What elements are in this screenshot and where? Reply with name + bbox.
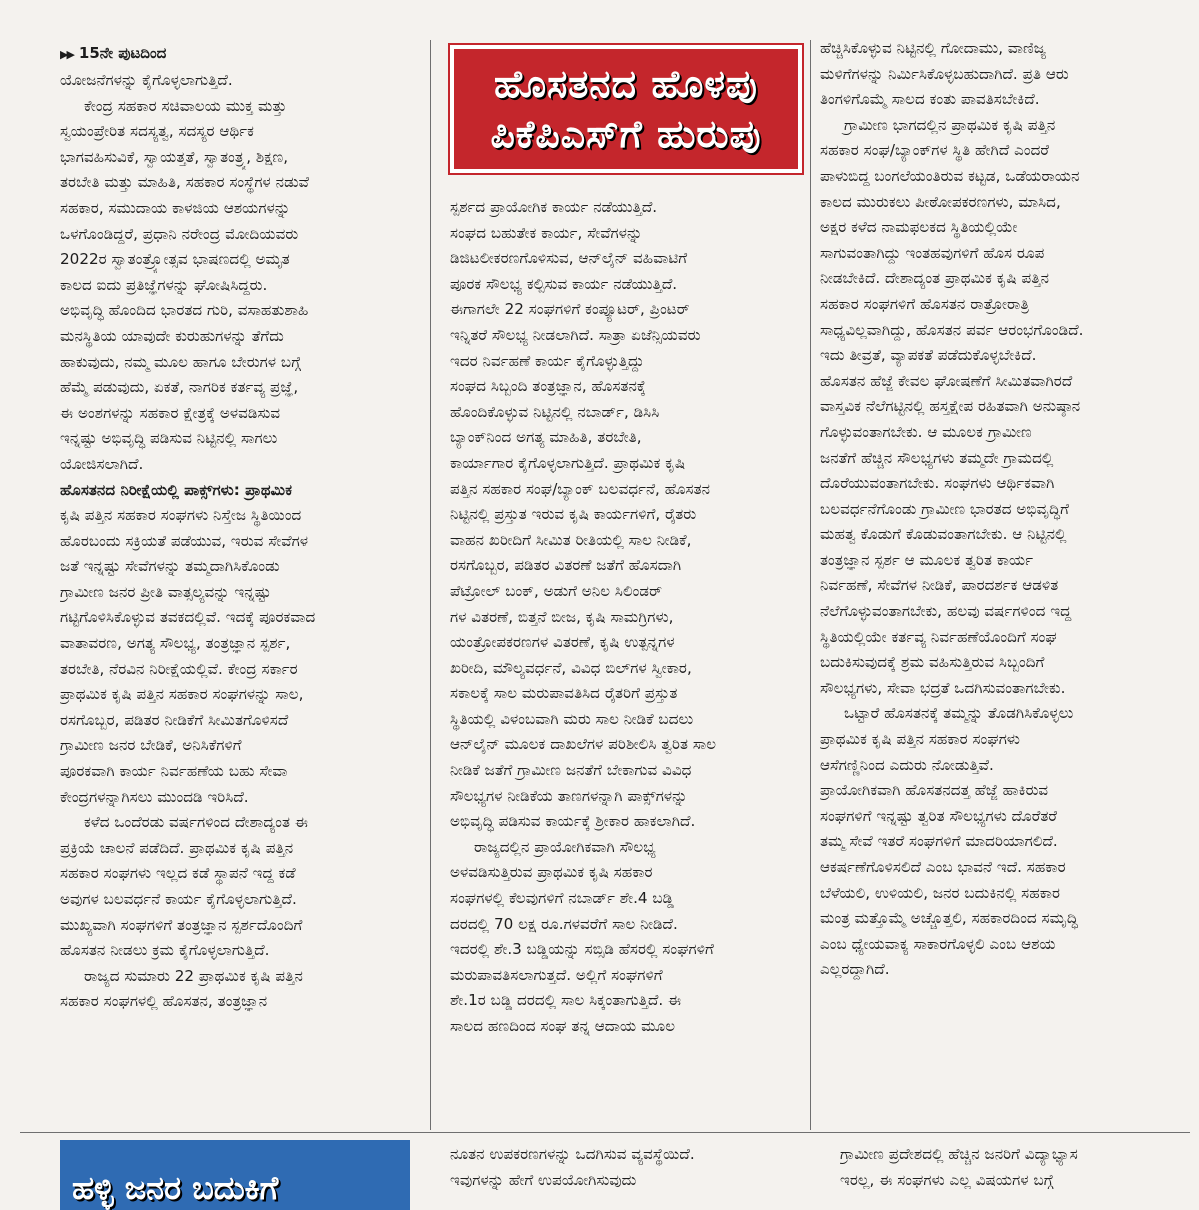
text-line: ಮುಖ್ಯವಾಗಿ ಸಂಘಗಳಿಗೆ ತಂತ್ರಜ್ಞಾನ ಸ್ಪರ್ಶದೊಂದಿಗೆ [60, 915, 303, 934]
text-line: ಗಟ್ಟಿಗೊಳಿಸಿಕೊಳ್ಳುವ ತವಕದಲ್ಲಿವೆ. ಇದಕ್ಕೆ ಪೂರಕವಾದ [60, 608, 316, 627]
text-line: ಶೇ.1ರ ಬಡ್ಡಿ ದರದಲ್ಲಿ ಸಾಲ ಸಿಕ್ಕಂತಾಗುತ್ತಿದೆ. ಈ [450, 991, 682, 1010]
text-line: ತಿಂಗಳಿಗೊಮ್ಮೆ ಸಾಲದ ಕಂತು ಪಾವತಿಸಬೇಕಿದೆ. [820, 90, 1040, 109]
text-line: ಸ್ಥಿತಿಯಲ್ಲಿ ವಿಳಂಬವಾಗಿ ಮರು ಸಾಲ ನೀಡಿಕೆ ಬದಲು [450, 709, 694, 728]
text-line: ನೀಡಿಕೆ ಜತೆಗೆ ಗ್ರಾಮೀಣ ಜನತೆಗೆ ಬೇಕಾಗುವ ವಿವಿಧ [450, 761, 692, 780]
text-line: ಸೌಲಭ್ಯಗಳು, ಸೇವಾ ಭದ್ರತೆ ಒದಗಿಸುವಂತಾಗಬೇಕು. [820, 678, 1066, 697]
text-line: ನೆಲೆಗೊಳ್ಳುವಂತಾಗಬೇಕು, ಹಲವು ವರ್ಷಗಳಿಂದ ಇದ್ದ [820, 602, 1072, 621]
next-article-column-2 [450, 1141, 800, 1193]
text-line: ಕಾರ್ಯಾಗಾರ ಕೈಗೊಳ್ಳಲಾಗುತ್ತಿದೆ. ಪ್ರಾಥಮಿಕ ಕೃಷಿ [450, 453, 686, 472]
text-line: ಸಹಕಾರ ಸಂಘಗಳು ಇಲ್ಲದ ಕಡೆ ಸ್ಥಾಪನೆ ಇದ್ದ ಕಡೆ [60, 864, 296, 883]
text-line: ನಿಟ್ಟಿನಲ್ಲಿ ಪ್ರಸ್ತುತ ಇರುವ ಕೃಷಿ ಕಾರ್ಯಗಳಿಗೆ, ರೈತರು [450, 505, 697, 524]
text-line: ಗ್ರಾಮೀಣ ಜನರ ಪ್ರೀತಿ ವಾತ್ಸಲ್ಯವನ್ನು ಇನ್ನಷ್ಟು [60, 582, 271, 601]
text-line: ಕಾಲದ ಮುರುಕಲು ಪೀಠೋಪಕರಣಗಳು, ಮಾಸಿದ, [820, 192, 1061, 211]
text-line: ಭಾಗವಹಿಸುವಿಕೆ, ಸ್ವಾಯತ್ತತೆ, ಸ್ವಾತಂತ್ರ್ಯ, ಶಿಕ್ಷಣ, [60, 147, 289, 166]
text-line: ಸಂಘದ ಸಿಬ್ಬಂದಿ ತಂತ್ರಜ್ಞಾನ, ಹೊಸತನಕ್ಕೆ [450, 377, 646, 396]
text-line: ಇದರ ನಿರ್ವಹಣೆ ಕಾರ್ಯ ಕೈಗೊಳ್ಳುತ್ತಿದ್ದು [450, 351, 645, 370]
text-line: ಗೊಳ್ಳುವಂತಾಗಬೇಕು. ಆ ಮೂಲಕ ಗ್ರಾಮೀಣ [820, 422, 1032, 441]
column-divider [810, 40, 811, 1130]
text-line: ಸಹಕಾರ ಸಂಘ/ಬ್ಯಾಂಕ್‌ಗಳ ಸ್ಥಿತಿ ಹೇಗಿದೆ ಎಂದರೆ [820, 141, 1050, 160]
text-line: ಹೊಂದಿಕೊಳ್ಳುವ ನಿಟ್ಟಿನಲ್ಲಿ ನಬಾರ್ಡ್, ಡಿಸಿಸಿ [450, 402, 660, 421]
double-arrow-icon: ▶▶ [60, 48, 73, 61]
text-line: ಪ್ರಾಯೋಗಿಕವಾಗಿ ಹೊಸತನದತ್ತ ಹೆಜ್ಜೆ ಹಾಕಿರುವ [820, 781, 1049, 800]
article-column-2 [450, 195, 800, 1040]
text-line: ನೀಡಬೇಕಿದೆ. ದೇಶಾದ್ಯಂತ ಪ್ರಾಥಮಿಕ ಕೃಷಿ ಪತ್ತಿನ [820, 269, 1050, 288]
text-line: ಕೇಂದ್ರಗಳನ್ನಾಗಿಸಲು ಮುಂದಡಿ ಇರಿಸಿದೆ. [60, 787, 249, 806]
text-line: ಮರುಪಾವತಿಸಲಾಗುತ್ತದೆ. ಅಲ್ಲಿಗೆ ಸಂಘಗಳಿಗೆ [450, 965, 663, 984]
text-line: ಎಂಬ ಧ್ಯೇಯವಾಕ್ಯ ಸಾಕಾರಗೊಳ್ಳಲಿ ಎಂಬ ಆಶಯ [820, 934, 1056, 953]
text-line: ಸಹಕಾರ ಸಂಘಗಳಲ್ಲಿ ಹೊಸತನ, ತಂತ್ರಜ್ಞಾನ [60, 992, 268, 1011]
text-line: ವಾಸ್ತವಿಕ ನೆಲೆಗಟ್ಟಿನಲ್ಲಿ ಹಸ್ತಕ್ಷೇಪ ರಹಿತವಾಗಿ ಅನುಷ್ಠಾನ [820, 397, 1081, 416]
text-line: ಮನಸ್ಥಿತಿಯ ಯಾವುದೇ ಕುರುಹುಗಳನ್ನು ತೆಗೆದು [60, 326, 284, 345]
section-divider [20, 1132, 1190, 1133]
text-line: ಸಹಕಾರ ಸಂಘಗಳಿಗೆ ಹೊಸತನ ರಾತ್ರೋರಾತ್ರಿ [820, 294, 1030, 313]
text-line: ಅಭಿವೃದ್ಧಿ ಪಡಿಸುವ ಕಾರ್ಯಕ್ಕೆ ಶ್ರೀಕಾರ ಹಾಕಲಾಗಿದೆ. [450, 812, 696, 831]
text-line: ನೂತನ ಉಪಕರಣಗಳನ್ನು ಒದಗಿಸುವ ವ್ಯವಸ್ಥೆಯಿದೆ. [450, 1145, 695, 1163]
text-line: ನಿರ್ವಹಣೆ, ಸೇವೆಗಳ ನೀಡಿಕೆ, ಪಾರದರ್ಶಕ ಆಡಳಿತ [820, 576, 1059, 595]
text-line: ಜತೆ ಇನ್ನಷ್ಟು ಸೇವೆಗಳನ್ನು ತಮ್ಮದಾಗಿಸಿಕೊಂಡು [60, 557, 280, 576]
text-line: ಇರಲ್ಲ, ಈ ಸಂಘಗಳು ಎಲ್ಲ ವಿಷಯಗಳ ಬಗ್ಗೆ [840, 1171, 1054, 1189]
text-line: ಪ್ರಾಥಮಿಕ ಕೃಷಿ ಪತ್ತಿನ ಸಹಕಾರ ಸಂಘಗಳು [820, 730, 1020, 749]
text-line: ಪ್ರಾಥಮಿಕ ಕೃಷಿ ಪತ್ತಿನ ಸಹಕಾರ ಸಂಘಗಳನ್ನು ಸಾಲ, [60, 685, 304, 704]
text-line: 2022ರ ಸ್ವಾತಂತ್ರ್ಯೋತ್ಸವ ಭಾಷಣದಲ್ಲಿ ಅಮೃತ [60, 250, 290, 269]
text-line: ವಾತಾವರಣ, ಅಗತ್ಯ ಸೌಲಭ್ಯ, ತಂತ್ರಜ್ಞಾನ ಸ್ಪರ್ಶ, [60, 634, 291, 653]
text-line: ಕಾಲದ ಐದು ಪ್ರತಿಜ್ಞೆಗಳನ್ನು ಘೋಷಿಸಿದ್ದರು. [60, 275, 268, 294]
text-line: ಇವುಗಳನ್ನು ಹೇಗೆ ಉಪಯೋಗಿಸುವುದು [450, 1171, 637, 1189]
text-line: ಅಭಿವೃದ್ಧಿ ಹೊಂದಿದ ಭಾರತದ ಗುರಿ, ವಸಾಹತುಶಾಹಿ [60, 301, 309, 320]
text-line: ಮಳಿಗೆಗಳನ್ನು ನಿರ್ಮಿಸಿಕೊಳ್ಳಬಹುದಾಗಿದೆ. ಪ್ರತಿ ಆರು [820, 64, 1069, 83]
headline-line-2: ಪಿಕೆಪಿಎಸ್‌ಗೆ ಹುರುಪು [490, 112, 762, 156]
text-line: ಸಂಘದ ಬಹುತೇಕ ಕಾರ್ಯ, ಸೇವೆಗಳನ್ನು [450, 223, 643, 242]
article-column-1 [60, 40, 410, 1015]
text-line: ಮಂತ್ರ ಮತ್ತೊಮ್ಮೆ ಅಚ್ಚೊತ್ತಲಿ, ಸಹಕಾರದಿಂದ ಸಮೃದ್ಧಿ [820, 909, 1078, 928]
text-line: ಆಕರ್ಷಣೆಗೊಳಿಸಲಿದೆ ಎಂಬ ಭಾವನೆ ಇದೆ. ಸಹಕಾರ [820, 858, 1066, 876]
text-line: ಸಹಕಾರ, ಸಮುದಾಯ ಕಾಳಜಿಯ ಆಶಯಗಳನ್ನು [60, 198, 291, 217]
text-line: ಬಲವರ್ಧನೆಗೊಂಡು ಗ್ರಾಮೀಣ ಭಾರತದ ಅಭಿವೃದ್ಧಿಗೆ [820, 499, 1069, 518]
text-line: ಇನ್ನಷ್ಟು ಅಭಿವೃದ್ಧಿ ಪಡಿಸುವ ನಿಟ್ಟಿನಲ್ಲಿ ಸಾಗಲು [60, 429, 278, 448]
column-2-body [450, 195, 800, 1040]
text-line: ಮಹತ್ವ ಕೊಡುಗೆ ಕೊಡುವಂತಾಗಬೇಕು. ಆ ನಿಟ್ಟಿನಲ್ಲಿ [820, 525, 1067, 544]
text-line: ಪಾಳುಬಿದ್ದ ಬಂಗಲೆಯಂತಿರುವ ಕಟ್ಟಡ, ಒಡೆಯರಾಯನ [820, 166, 1080, 185]
text-line: ದೊರೆಯುವಂತಾಗಬೇಕು. ಸಂಘಗಳು ಆರ್ಥಿಕವಾಗಿ [820, 474, 1055, 493]
text-line: ಈ ಅಂಶಗಳನ್ನು ಸಹಕಾರ ಕ್ಷೇತ್ರಕ್ಕೆ ಅಳವಡಿಸುವ [60, 403, 281, 422]
column-divider [430, 40, 431, 1130]
text-line: ಕಳೆದ ಒಂದೆರಡು ವರ್ಷಗಳಿಂದ ದೇಶಾದ್ಯಂತ ಈ [84, 813, 309, 832]
column-3-body [820, 36, 1175, 983]
text-line: ಪೂರಕ ಸೌಲಭ್ಯ ಕಲ್ಪಿಸುವ ಕಾರ್ಯ ನಡೆಯುತ್ತಿದೆ. [450, 274, 678, 293]
text-line: ಕೃಷಿ ಪತ್ತಿನ ಸಹಕಾರ ಸಂಘಗಳು ನಿಸ್ತೇಜ ಸ್ಥಿತಿಯಿಂದ [60, 506, 302, 525]
text-line: ಬೆಳೆಯಲಿ, ಉಳಿಯಲಿ, ಜನರ ಬದುಕಿನಲ್ಲಿ ಸಹಕಾರ [820, 883, 1060, 902]
text-line: ಗ್ರಾಮೀಣ ಭಾಗದಲ್ಲಿನ ಪ್ರಾಥಮಿಕ ಕೃಷಿ ಪತ್ತಿನ [844, 115, 1056, 134]
text-line: ಖರೀದಿ, ಮೌಲ್ಯವರ್ಧನೆ, ವಿವಿಧ ಬಿಲ್‌ಗಳ ಸ್ವೀಕಾರ, [450, 658, 692, 677]
text-line: ಹೊಸತನದ ನಿರೀಕ್ಷೆಯಲ್ಲಿ ಪಾಕ್ಸ್‌ಗಳು: ಪ್ರಾಥಮಿಕ [60, 480, 293, 499]
text-line: ಎಲ್ಲರದ್ದಾಗಿದೆ. [820, 960, 890, 979]
text-line: ಸಕಾಲಕ್ಕೆ ಸಾಲ ಮರುಪಾವತಿಸಿದ ರೈತರಿಗೆ ಪ್ರಸ್ತುತ [450, 684, 678, 703]
text-line: ಅವುಗಳ ಬಲವರ್ಧನೆ ಕಾರ್ಯ ಕೈಗೊಳ್ಳಲಾಗುತ್ತಿದೆ. [60, 890, 297, 908]
headline-line-1: ಹೊಸತನದ ಹೊಳಪು [494, 62, 758, 106]
text-line: ಆಸೆಗಣ್ಣಿನಿಂದ ಎದುರು ನೋಡುತ್ತಿವೆ. [820, 755, 994, 774]
text-line: ರಾಜ್ಯದಲ್ಲಿನ ಪ್ರಾಯೋಗಿಕವಾಗಿ ಸೌಲಭ್ಯ [474, 837, 656, 856]
text-line: ಆನ್‌ಲೈನ್ ಮೂಲಕ ದಾಖಲೆಗಳ ಪರಿಶೀಲಿಸಿ ತ್ವರಿತ ಸಾಲ [450, 735, 717, 754]
text-line: ಇದು ತೀವ್ರತೆ, ವ್ಯಾಪಕತೆ ಪಡೆದುಕೊಳ್ಳಬೇಕಿದೆ. [820, 346, 1037, 365]
text-line: ಹೆಮ್ಮೆ ಪಡುವುದು, ಏಕತೆ, ನಾಗರಿಕ ಕರ್ತವ್ಯ ಪ್ರಜ್ಞೆ, [60, 378, 299, 397]
text-line: ಹಾಕುವುದು, ನಮ್ಮ ಮೂಲ ಹಾಗೂ ಬೇರುಗಳ ಬಗ್ಗೆ [60, 352, 301, 371]
text-line: ಪತ್ತಿನ ಸಹಕಾರ ಸಂಘ/ಬ್ಯಾಂಕ್ ಬಲವರ್ಧನೆ, ಹೊಸತನ [450, 479, 711, 498]
text-line: ಸ್ಥಿತಿಯಲ್ಲಿಯೇ ಕರ್ತವ್ಯ ನಿರ್ವಹಣೆಯೊಂದಿಗೆ ಸಂಘ [820, 627, 1057, 646]
text-line: ಡಿಜಿಟಲೀಕರಣಗೊಳಿಸುವ, ಆನ್‌ಲೈನ್ ವಹಿವಾಟಿಗೆ [450, 249, 688, 268]
text-line: ದರದಲ್ಲಿ 70 ಲಕ್ಷ ರೂ.ಗಳವರೆಗೆ ಸಾಲ ನೀಡಿದೆ. [450, 914, 678, 933]
text-line: ಈಗಾಗಲೇ 22 ಸಂಘಗಳಿಗೆ ಕಂಪ್ಯೂಟರ್, ಪ್ರಿಂಟರ್ [450, 300, 690, 319]
text-line: ಗ್ರಾಮೀಣ ಪ್ರದೇಶದಲ್ಲಿ ಹೆಚ್ಚಿನ ಜನರಿಗೆ ವಿದ್ಯಾಭ್ಯಾಸ [840, 1145, 1078, 1163]
text-line: ರಾಜ್ಯದ ಸುಮಾರು 22 ಪ್ರಾಥಮಿಕ ಕೃಷಿ ಪತ್ತಿನ [84, 966, 303, 985]
text-line: ಬದುಕಿಸುವುದಕ್ಕೆ ಶ್ರಮ ವಹಿಸುತ್ತಿರುವ ಸಿಬ್ಬಂದಿಗೆ [820, 653, 1045, 672]
text-line: ಹೆಚ್ಚಿಸಿಕೊಳ್ಳುವ ನಿಟ್ಟಿನಲ್ಲಿ ಗೋದಾಮು, ವಾಣಿಜ್ಯ [820, 39, 1047, 57]
text-line: ಗಳ ವಿತರಣೆ, ಬಿತ್ತನೆ ಬೀಜ, ಕೃಷಿ ಸಾಮಗ್ರಿಗಳು, [450, 607, 674, 626]
text-line: ಪೆಟ್ರೋಲ್ ಬಂಕ್, ಅಡುಗೆ ಅನಿಲ ಸಿಲಿಂಡರ್ [450, 581, 663, 600]
text-line: ಬ್ಯಾಂಕ್‌ನಿಂದ ಅಗತ್ಯ ಮಾಹಿತಿ, ತರಬೇತಿ, [450, 428, 642, 447]
text-line: ಯೋಜನೆಗಳನ್ನು ಕೈಗೊಳ್ಳಲಾಗುತ್ತಿದೆ. [60, 71, 233, 89]
text-line: ತರಬೇತಿ, ನೆರವಿನ ನಿರೀಕ್ಷೆಯಲ್ಲಿವೆ. ಕೇಂದ್ರ ಸರ್ಕಾರ [60, 659, 298, 678]
text-line: ಸಾಲದ ಹಣದಿಂದ ಸಂಘ ತನ್ನ ಆದಾಯ ಮೂಲ [450, 1017, 676, 1035]
text-line: ರಸಗೊಬ್ಬರ, ಪಡಿತರ ನೀಡಿಕೆಗೆ ಸೀಮಿತಗೊಳಿಸದೆ [60, 710, 289, 729]
text-line: ವಾಹನ ಖರೀದಿಗೆ ಸೀಮಿತ ರೀತಿಯಲ್ಲಿ ಸಾಲ ನೀಡಿಕೆ, [450, 530, 692, 549]
text-line: ಪೂರಕವಾಗಿ ಕಾರ್ಯ ನಿರ್ವಹಣೆಯ ಬಹು ಸೇವಾ [60, 762, 288, 781]
next-article-column-3 [840, 1141, 1180, 1193]
column-1-body [60, 68, 410, 1015]
continuation-marker [60, 40, 410, 68]
text-line: ತರಬೇತಿ ಮತ್ತು ಮಾಹಿತಿ, ಸಹಕಾರ ಸಂಸ್ಥೆಗಳ ನಡುವೆ [60, 173, 309, 192]
text-line: ಒಳಗೊಂಡಿದ್ದರೆ, ಪ್ರಧಾನಿ ನರೇಂದ್ರ ಮೋದಿಯವರು [60, 224, 299, 243]
text-line: ಗ್ರಾಮೀಣ ಜನರ ಬೇಡಿಕೆ, ಅನಿಸಿಕೆಗಳಿಗೆ [60, 736, 242, 755]
headline-box [450, 45, 802, 173]
text-line: ಇನ್ನಿತರೆ ಸೌಲಭ್ಯ ನೀಡಲಾಗಿದೆ. ಸಾತ್ರಾ ಏಜೆನ್ಸಿಯವರು [450, 325, 701, 344]
text-line: ರಸಗೊಬ್ಬರ, ಪಡಿತರ ವಿತರಣೆ ಜತೆಗೆ ಹೊಸದಾಗಿ [450, 556, 682, 575]
text-line: ಸಂಘಗಳಲ್ಲಿ ಕೆಲವುಗಳಿಗೆ ನಬಾರ್ಡ್ ಶೇ.4 ಬಡ್ಡಿ [450, 889, 674, 908]
text-line: ಜನತೆಗೆ ಹೆಚ್ಚಿನ ಸೌಲಭ್ಯಗಳು ತಮ್ಮದೇ ಗ್ರಾಮದಲ್ಲಿ [820, 448, 1054, 467]
text-line: ಸಾಗುವಂತಾಗಿದ್ದು ಇಂತಹವುಗಳಿಗೆ ಹೊಸ ರೂಪ [820, 243, 1045, 262]
text-line: ಅಳವಡಿಸುತ್ತಿರುವ ಪ್ರಾಥಮಿಕ ಕೃಷಿ ಸಹಕಾರ [450, 863, 653, 882]
continuation-text: 15ನೇ ಪುಟದಿಂದ [78, 44, 167, 62]
text-line: ಸಾಧ್ಯವಿಲ್ಲವಾಗಿದ್ದು, ಹೊಸತನ ಪರ್ವ ಆರಂಭಗೊಂಡಿದೆ. [820, 320, 1084, 339]
text-line: ಯಂತ್ರೋಪಕರಣಗಳ ವಿತರಣೆ, ಕೃಷಿ ಉತ್ಪನ್ನಗಳ [450, 633, 675, 652]
text-line: ಹೊರಬಂದು ಸಕ್ರಿಯತೆ ಪಡೆಯುವ, ಇರುವ ಸೇವೆಗಳ [60, 531, 309, 550]
text-line: ಯೋಜಿಸಲಾಗಿದೆ. [60, 454, 144, 473]
text-line: ಪ್ರಕ್ರಿಯೆ ಚಾಲನೆ ಪಡೆದಿದೆ. ಪ್ರಾಥಮಿಕ ಕೃಷಿ ಪತ್ತಿನ [60, 838, 294, 857]
text-line: ತಮ್ಮ ಸೇವೆ ಇತರೆ ಸಂಘಗಳಿಗೆ ಮಾದರಿಯಾಗಲಿದೆ. [820, 832, 1058, 851]
text-line: ಅಕ್ಷರ ಕಳೆದ ನಾಮಫಲಕದ ಸ್ಥಿತಿಯಲ್ಲಿಯೇ [820, 218, 1018, 237]
text-line: ಹೊಸತನ ಹೆಜ್ಜೆ ಕೇವಲ ಘೋಷಣೆಗೆ ಸೀಮಿತವಾಗಿರದೆ [820, 371, 1073, 390]
text-line: ತಂತ್ರಜ್ಞಾನ ಸ್ಪರ್ಶ ಆ ಮೂಲಕ ತ್ವರಿತ ಕಾರ್ಯ [820, 550, 1034, 569]
article-column-3 [820, 36, 1175, 983]
text-line: ಸ್ವಯಂಪ್ರೇರಿತ ಸದಸ್ಯತ್ವ, ಸದಸ್ಯರ ಆರ್ಥಿಕ [60, 122, 254, 141]
text-line: ಸಂಘಗಳಿಗೆ ಇನ್ನಷ್ಟು ತ್ವರಿತ ಸೌಲಭ್ಯಗಳು ದೊರೆತರೆ [820, 806, 1058, 825]
text-line: ಕೇಂದ್ರ ಸಹಕಾರ ಸಚಿವಾಲಯ ಮುಕ್ತ ಮತ್ತು [84, 96, 287, 115]
text-line: ಇದರಲ್ಲಿ ಶೇ.3 ಬಡ್ಡಿಯನ್ನು ಸಬ್ಸಿಡಿ ಹೆಸರಲ್ಲಿ ಸಂಘಗಳಿಗೆ [450, 940, 714, 959]
text-line: ಒಟ್ಟಾರೆ ಹೊಸತನಕ್ಕೆ ತಮ್ಮನ್ನು ತೊಡಗಿಸಿಕೊಳ್ಳಲು [844, 704, 1074, 723]
text-line: ಸ್ಪರ್ಶದ ಪ್ರಾಯೋಗಿಕ ಕಾರ್ಯ ನಡೆಯುತ್ತಿದೆ. [450, 198, 658, 216]
text-line: ಸೌಲಭ್ಯಗಳ ನೀಡಿಕೆಯ ತಾಣಗಳನ್ನಾಗಿ ಪಾಕ್ಸ್‌ಗಳನ್ನು [450, 786, 688, 805]
text-line: ಹೊಸತನ ನೀಡಲು ಕ್ರಮ ಕೈಗೊಳ್ಳಲಾಗುತ್ತಿದೆ. [60, 941, 270, 960]
next-article-headline-text: ಹಳ್ಳಿ ಜನರ ಬದುಕಿಗೆ [72, 1169, 279, 1207]
